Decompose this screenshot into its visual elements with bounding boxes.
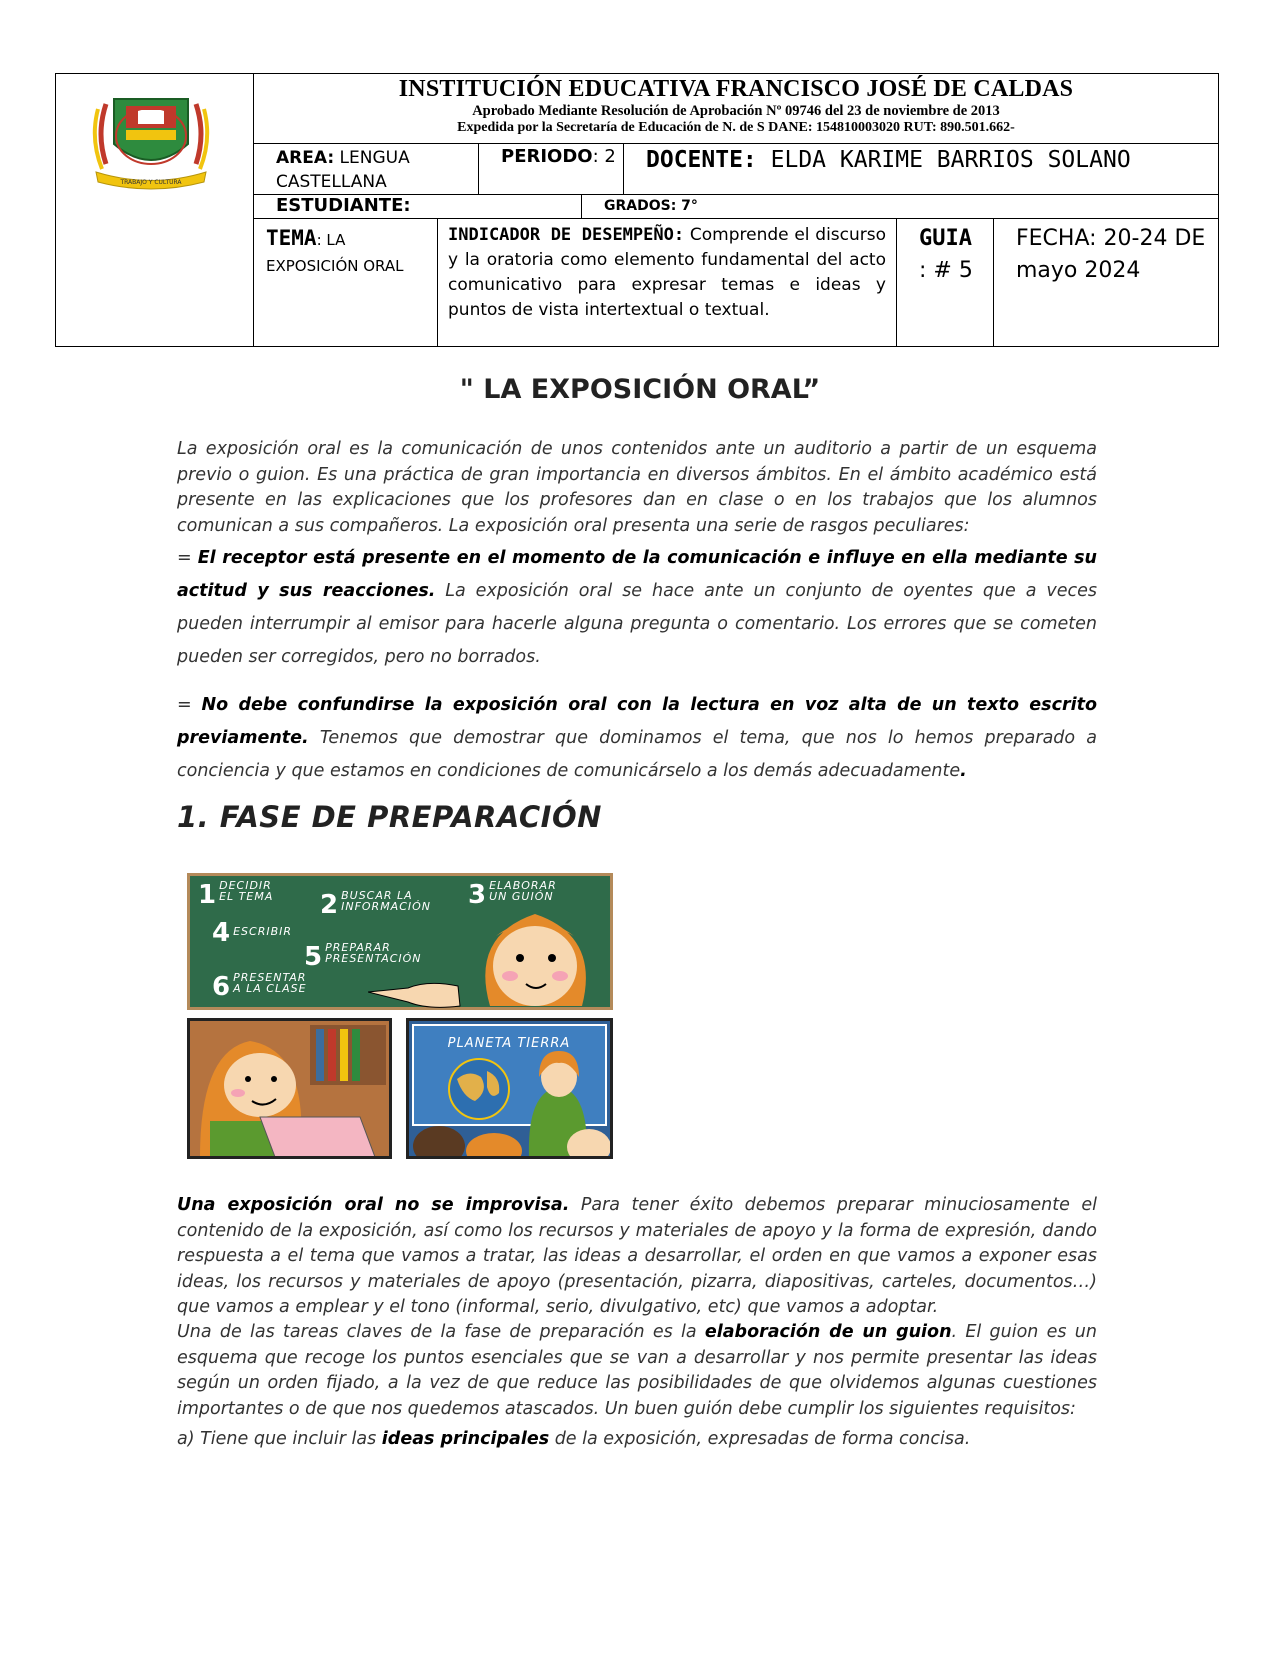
logo-motto: TRABAJO Y CULTURA: [120, 179, 182, 186]
preparation-paragraph: [177, 1193, 1097, 1321]
feature-paragraph-2: [177, 689, 1097, 788]
feature-1-text: La exposición oral se hace ante un conjunto de oyentes que a veces pueden interrumpir al emisor para hacerle alguna pregunta o comentario. Los errores que se cometen pueden ser corregidos, pero no borrados.: [177, 581, 1097, 667]
bullet-prefix: =: [177, 548, 198, 568]
step-1: 1 DECIDIR EL TEMA: [198, 879, 274, 910]
docente-label: DOCENTE:: [646, 147, 757, 173]
preparation-bold: Una exposición oral no se improvisa.: [177, 1195, 570, 1215]
document-title: " LA EXPOSICIÓN ORAL”: [459, 374, 821, 405]
docente-cell: [624, 144, 1218, 195]
requirement-a-text: a) Tiene que incluir las: [177, 1429, 382, 1449]
preparation-illustration: [187, 873, 613, 1159]
step-5: 5 PREPARAR PRESENTACIÓN: [304, 941, 422, 972]
guia-value: : # 5: [919, 258, 973, 283]
step-2: 2 BUSCAR LA INFORMACIÓN: [320, 889, 432, 920]
fecha-cell: [994, 219, 1218, 346]
step-4: 4 ESCRIBIR: [212, 918, 293, 948]
guia-label: GUIA: [919, 226, 972, 251]
pointing-hand-icon: [368, 976, 468, 1010]
feature-2-bold: No debe confundirse la exposición oral con la lectura en voz alta de un texto escrito previamente.: [177, 695, 1097, 748]
institution-block: [254, 74, 1218, 144]
guion-paragraph: [177, 1320, 1097, 1422]
guion-bold: elaboración de un guion: [704, 1322, 952, 1342]
step-6: 6 PRESENTAR A LA CLASE: [212, 971, 307, 1002]
estudiante-cell: [254, 195, 582, 219]
area-value: LENGUA CASTELLANA: [276, 148, 410, 192]
grados-cell: [582, 195, 1218, 219]
periodo-cell: [479, 144, 624, 195]
docente-value: ELDA KARIME BARRIOS SOLANO: [770, 147, 1131, 173]
requirement-a-bold: ideas principales: [381, 1429, 550, 1449]
periodo-value: : 2: [592, 146, 616, 167]
step-3: 3 ELABORAR UN GUIÓN: [468, 879, 557, 910]
class-presentation-panel: [406, 1018, 613, 1159]
guia-cell: [897, 219, 994, 346]
fecha-text: FECHA: 20-24 DE mayo 2024: [1016, 226, 1206, 283]
guion-text-b: . El guion es un esquema que recoge los puntos esenciales que se van a desarrollar y nos permite presentar las ideas según un orden fijado, a la vez de que reduce las posibilidades de que olvidemos algunas cuestiones importantes o de que nos quedemos atascados. Un buen guión debe cumplir los siguientes requisitos:: [177, 1322, 1097, 1419]
feature-2-end: .: [960, 761, 967, 781]
chalkboard: [187, 873, 613, 1010]
feature-paragraph-1: [177, 542, 1097, 674]
globe-presentation-icon: [409, 1021, 610, 1157]
area-cell: [254, 144, 479, 195]
indicador-label: INDICADOR DE DESEMPEÑO:: [448, 225, 685, 245]
school-crest-icon: [76, 84, 226, 194]
periodo-label: PERIODO: [501, 146, 593, 167]
grados-label: GRADOS: 7°: [604, 198, 698, 214]
poster-title: PLANETA TIERRA: [447, 1036, 571, 1051]
tema-value: : LA EXPOSICIÓN ORAL: [266, 231, 404, 275]
school-logo: [56, 74, 254, 346]
student-laptop-icon: [190, 1021, 390, 1157]
indicador-text: Comprende el discurso y la oratoria como elemento fundamental del acto comunicativo para expresar temas e ideas y puntos de vista intertextual o textual.: [448, 225, 887, 320]
feature-2-text: Tenemos que demostrar que dominamos el tema, que nos lo hemos preparado a conciencia y que estamos en condiciones de comunicárselo a los demás adecuadamente: [177, 728, 1097, 781]
issued-line: Expedida por la Secretaría de Educación de N. de S DANE: 154810003020 RUT: 890.501.662-: [457, 120, 1015, 135]
estudiante-label: ESTUDIANTE:: [276, 195, 411, 216]
tema-label: TEMA: [266, 226, 317, 250]
guion-text-a: Una de las tareas claves de la fase de preparación es la: [177, 1322, 705, 1342]
bullet-prefix: =: [177, 695, 202, 715]
header-table: [55, 73, 1219, 347]
tema-cell: [254, 219, 438, 346]
preparation-text: Para tener éxito debemos preparar minuciosamente el contenido de la exposición, así como los recursos y materiales de apoyo y la forma de expresión, dando respuesta a el tema que vamos a tratar, las ideas a desarrollar, el orden en que vamos a exponer esas ideas, los recursos y materiales de apoyo (presentación, pizarra, diapositivas, carteles, documentos…) que vamos a emplear y el tono (informal, serio, divulgativo, etc) que vamos a adoptar.: [177, 1195, 1097, 1317]
feature-1-bold: El receptor está presente en el momento de la comunicación e influye en ella mediante su actitud y sus reacciones.: [177, 548, 1098, 601]
indicador-cell: [438, 219, 897, 346]
approval-line: Aprobado Mediante Resolución de Aprobación Nº 09746 del 23 de noviembre de 2013: [472, 103, 1000, 119]
intro-paragraph: La exposición oral es la comunicación de unos contenidos ante un auditorio a partir de un esquema previo o guion. Es una práctica de gran importancia en diversos ámbitos. En el ámbito académico está presente en las explicaciones que los profesores dan en clase o en los trabajos que los alumnos comunican a sus compañeros. La exposición oral presenta una serie de rasgos peculiares:: [177, 439, 1097, 536]
institution-name: INSTITUCIÓN EDUCATIVA FRANCISCO JOSÉ DE CALDAS: [398, 76, 1074, 102]
requirement-a: [177, 1427, 1097, 1453]
requirement-a-rest: de la exposición, expresadas de forma concisa.: [549, 1429, 971, 1449]
teacher-icon: [460, 896, 610, 1010]
student-writing-panel: [187, 1018, 392, 1159]
section-heading: 1. FASE DE PREPARACIÓN: [177, 800, 602, 834]
area-label: AREA:: [276, 148, 335, 168]
